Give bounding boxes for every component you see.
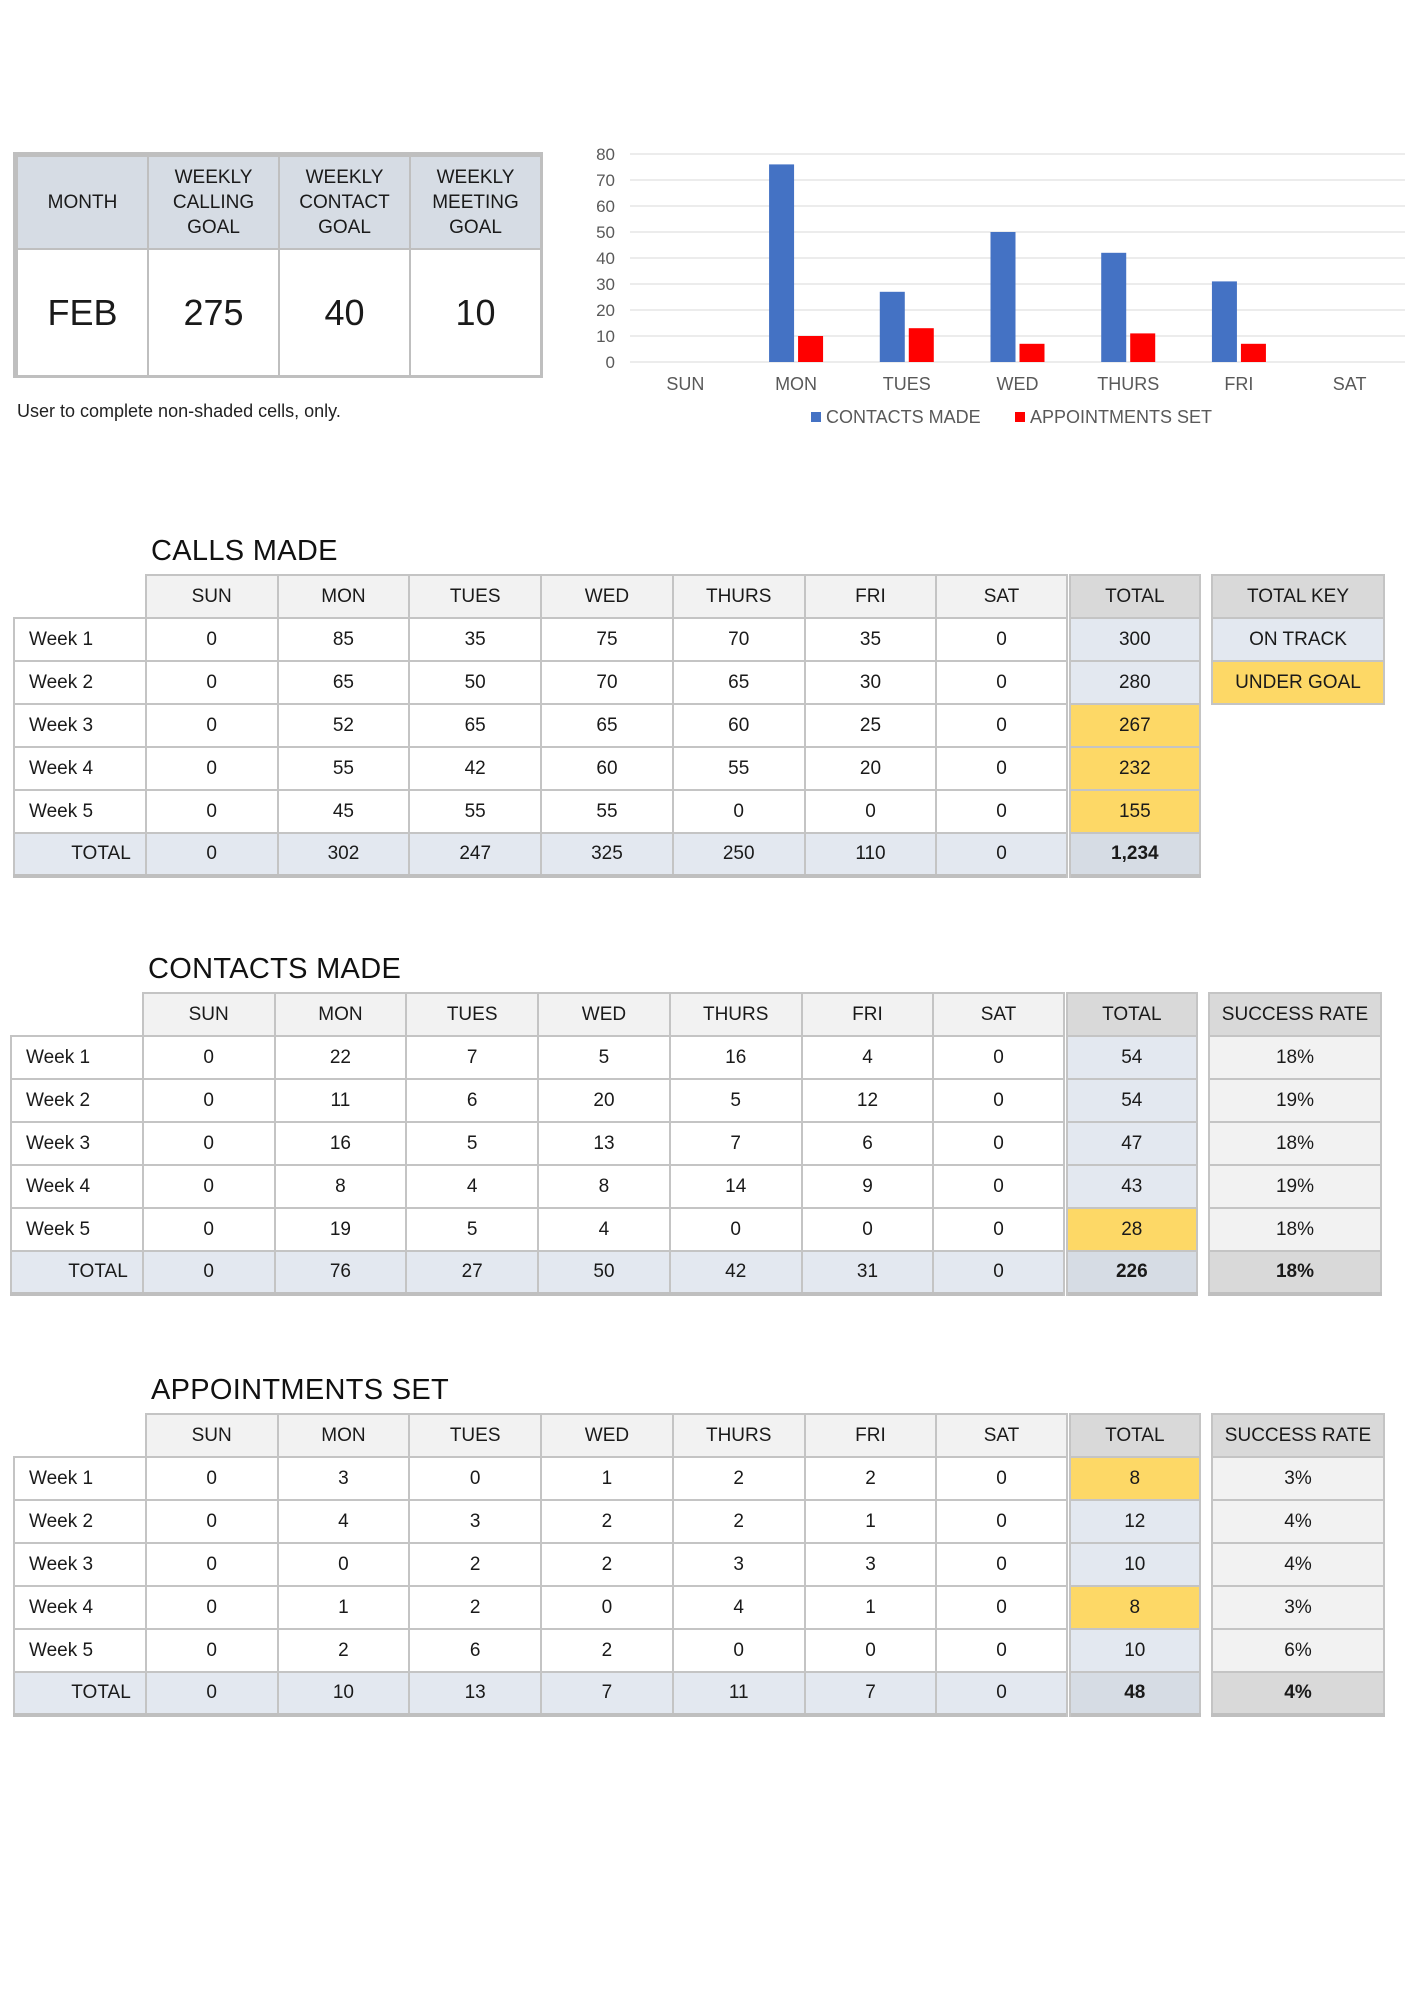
appointments-bar <box>1130 333 1155 362</box>
row-label: Week 3 <box>11 1122 143 1165</box>
data-cell[interactable]: 0 <box>936 1543 1068 1586</box>
table-row <box>14 704 1200 747</box>
total-key-table <box>1211 574 1385 705</box>
row-label: Week 3 <box>14 1543 146 1586</box>
table-row <box>14 1500 1200 1543</box>
goal-meeting-value[interactable]: 10 <box>410 249 541 376</box>
table-row <box>14 618 1200 661</box>
data-cell[interactable]: 4 <box>278 1500 410 1543</box>
data-cell[interactable]: 19 <box>275 1208 407 1251</box>
data-cell[interactable]: 70 <box>673 618 805 661</box>
row-total-cell: 267 <box>1068 704 1200 747</box>
data-cell[interactable]: 35 <box>805 618 937 661</box>
data-cell[interactable]: 4 <box>538 1208 670 1251</box>
data-cell[interactable]: 0 <box>673 1629 805 1672</box>
row-label: Week 4 <box>14 1586 146 1629</box>
appointments-bar <box>1241 344 1266 362</box>
data-cell[interactable]: 20 <box>805 747 937 790</box>
data-cell[interactable]: 0 <box>933 1165 1065 1208</box>
appointments-col-header: MON <box>278 1414 410 1457</box>
data-cell[interactable]: 0 <box>936 618 1068 661</box>
contacts-bar <box>769 164 794 362</box>
data-cell[interactable]: 30 <box>805 661 937 704</box>
row-total-cell: 155 <box>1068 790 1200 833</box>
total-row <box>14 1672 1200 1715</box>
contacts-col-header: THURS <box>670 993 802 1036</box>
calls-title: CALLS MADE <box>151 535 338 567</box>
goal-header-meeting: WEEKLY MEETING GOAL <box>410 156 541 249</box>
contacts-col-header: FRI <box>802 993 934 1036</box>
data-cell[interactable]: 0 <box>933 1079 1065 1122</box>
row-label: Week 2 <box>14 1500 146 1543</box>
row-label: Week 5 <box>14 790 146 833</box>
calls-col-header: MON <box>278 575 410 618</box>
success-rate-cell: 18% <box>1209 1208 1381 1251</box>
total-row-label: TOTAL <box>14 833 146 876</box>
column-total-cell: 0 <box>933 1251 1065 1294</box>
row-total-cell: 10 <box>1068 1543 1200 1586</box>
row-label: Week 1 <box>14 1457 146 1500</box>
success-rate-cell: 6% <box>1212 1629 1384 1672</box>
appointments-col-header: THURS <box>673 1414 805 1457</box>
success-rate-total-cell: 18% <box>1209 1251 1381 1294</box>
instruction-note: User to complete non-shaded cells, only. <box>17 401 341 421</box>
data-cell[interactable]: 0 <box>936 790 1068 833</box>
data-cell[interactable]: 14 <box>670 1165 802 1208</box>
appointments-col-header: WED <box>541 1414 673 1457</box>
row-total-cell: 47 <box>1065 1122 1197 1165</box>
data-cell[interactable]: 8 <box>538 1165 670 1208</box>
appointments-header-corner <box>14 1414 146 1457</box>
contacts-header-corner <box>11 993 143 1036</box>
contacts-col-header: TOTAL <box>1065 993 1197 1036</box>
data-cell[interactable]: 0 <box>409 1457 541 1500</box>
data-cell[interactable]: 12 <box>802 1079 934 1122</box>
x-tick-label: THURS <box>1097 374 1160 394</box>
data-cell[interactable]: 0 <box>936 1586 1068 1629</box>
chart-legend <box>811 407 1212 427</box>
data-cell[interactable]: 85 <box>278 618 410 661</box>
success-rate-cell: 4% <box>1212 1543 1384 1586</box>
calls-col-header: TOTAL <box>1068 575 1200 618</box>
data-cell[interactable]: 22 <box>275 1036 407 1079</box>
appointments-col-header: SUN <box>146 1414 278 1457</box>
data-cell[interactable]: 35 <box>409 618 541 661</box>
contacts-col-header: SAT <box>933 993 1065 1036</box>
contacts-title: CONTACTS MADE <box>148 953 402 985</box>
data-cell[interactable]: 50 <box>409 661 541 704</box>
column-total-cell: 0 <box>143 1251 275 1294</box>
success-rate-cell: 3% <box>1212 1586 1384 1629</box>
x-tick-label: TUES <box>882 374 931 394</box>
contacts-col-header: SUN <box>143 993 275 1036</box>
row-total-cell: 28 <box>1065 1208 1197 1251</box>
table-row <box>14 747 1200 790</box>
data-cell[interactable]: 0 <box>936 1457 1068 1500</box>
row-label: Week 1 <box>11 1036 143 1079</box>
success-rate-cell: 3% <box>1212 1457 1384 1500</box>
goal-table <box>13 152 543 378</box>
table-row <box>11 1122 1197 1165</box>
contacts-bar <box>1212 281 1237 362</box>
column-total-cell: 7 <box>541 1672 673 1715</box>
goal-header-month: MONTH <box>17 156 148 249</box>
success-rate-cell: 19% <box>1209 1079 1381 1122</box>
column-total-cell: 250 <box>673 833 805 876</box>
data-cell[interactable]: 16 <box>275 1122 407 1165</box>
data-cell[interactable]: 2 <box>673 1457 805 1500</box>
data-cell[interactable]: 1 <box>278 1586 410 1629</box>
calls-header-corner <box>14 575 146 618</box>
column-total-cell: 0 <box>936 1672 1068 1715</box>
y-tick-label: 20 <box>596 301 615 320</box>
appointments-table <box>13 1413 1201 1717</box>
y-tick-label: 10 <box>596 327 615 346</box>
calls-col-header: WED <box>541 575 673 618</box>
table-row <box>14 661 1200 704</box>
appointments-col-header: TUES <box>409 1414 541 1457</box>
data-cell[interactable]: 3 <box>409 1500 541 1543</box>
data-cell[interactable]: 65 <box>409 704 541 747</box>
data-cell[interactable]: 0 <box>143 1036 275 1079</box>
success-rate-cell: 4% <box>1212 1500 1384 1543</box>
legend-swatch <box>1015 412 1025 422</box>
x-tick-label: SAT <box>1332 374 1367 394</box>
data-cell[interactable]: 20 <box>538 1079 670 1122</box>
goal-calling-value[interactable]: 275 <box>148 249 279 376</box>
column-total-cell: 0 <box>936 833 1068 876</box>
data-cell[interactable]: 0 <box>673 790 805 833</box>
column-total-cell: 7 <box>805 1672 937 1715</box>
x-tick-label: FRI <box>1224 374 1254 394</box>
row-total-cell: 280 <box>1068 661 1200 704</box>
data-cell[interactable]: 55 <box>278 747 410 790</box>
data-cell[interactable]: 2 <box>278 1629 410 1672</box>
data-cell[interactable]: 2 <box>541 1500 673 1543</box>
data-cell[interactable]: 0 <box>146 1543 278 1586</box>
data-cell[interactable]: 0 <box>143 1208 275 1251</box>
x-tick-label: MON <box>775 374 818 394</box>
data-cell[interactable]: 0 <box>146 1500 278 1543</box>
column-total-cell: 50 <box>538 1251 670 1294</box>
column-total-cell: 31 <box>802 1251 934 1294</box>
data-cell[interactable]: 3 <box>673 1543 805 1586</box>
table-row <box>14 1457 1200 1500</box>
data-cell[interactable]: 0 <box>936 1500 1068 1543</box>
data-cell[interactable]: 6 <box>406 1079 538 1122</box>
data-cell[interactable]: 25 <box>805 704 937 747</box>
row-label: Week 4 <box>14 747 146 790</box>
data-cell[interactable]: 0 <box>805 1629 937 1672</box>
row-total-cell: 300 <box>1068 618 1200 661</box>
table-row <box>11 1036 1197 1079</box>
x-tick-label: WED <box>996 374 1039 394</box>
row-total-cell: 54 <box>1065 1079 1197 1122</box>
x-tick-label: SUN <box>666 374 705 394</box>
data-cell[interactable]: 4 <box>406 1165 538 1208</box>
appointments-success-rate-table <box>1211 1413 1385 1717</box>
appointments-bar <box>798 336 823 362</box>
data-cell[interactable]: 5 <box>406 1208 538 1251</box>
calls-col-header: FRI <box>805 575 937 618</box>
data-cell[interactable]: 4 <box>802 1036 934 1079</box>
row-total-cell: 54 <box>1065 1036 1197 1079</box>
row-label: Week 3 <box>14 704 146 747</box>
contacts-bar <box>880 292 905 362</box>
table-row <box>14 790 1200 833</box>
column-total-cell: 0 <box>146 1672 278 1715</box>
data-cell[interactable]: 0 <box>936 1629 1068 1672</box>
column-total-cell: 27 <box>406 1251 538 1294</box>
row-total-cell: 43 <box>1065 1165 1197 1208</box>
success-rate-cell: 18% <box>1209 1122 1381 1165</box>
column-total-cell: 11 <box>673 1672 805 1715</box>
data-cell[interactable]: 0 <box>146 1629 278 1672</box>
data-cell[interactable]: 0 <box>670 1208 802 1251</box>
appointments-col-header: FRI <box>805 1414 937 1457</box>
table-row <box>14 1543 1200 1586</box>
data-cell[interactable]: 5 <box>406 1122 538 1165</box>
data-cell[interactable]: 0 <box>933 1208 1065 1251</box>
y-tick-label: 40 <box>596 249 615 268</box>
row-label: Week 5 <box>11 1208 143 1251</box>
table-row <box>11 1208 1197 1251</box>
y-tick-label: 80 <box>596 145 615 164</box>
data-cell[interactable]: 0 <box>146 747 278 790</box>
goal-header-contact: WEEKLY CONTACT GOAL <box>279 156 410 249</box>
data-cell[interactable]: 5 <box>538 1036 670 1079</box>
row-total-cell: 232 <box>1068 747 1200 790</box>
legend-swatch <box>811 412 821 422</box>
data-cell[interactable]: 42 <box>409 747 541 790</box>
data-cell[interactable]: 2 <box>409 1543 541 1586</box>
row-total-cell: 8 <box>1068 1457 1200 1500</box>
total-row-label: TOTAL <box>11 1251 143 1294</box>
contacts-bar <box>991 232 1016 362</box>
data-cell[interactable]: 55 <box>673 747 805 790</box>
row-label: Week 5 <box>14 1629 146 1672</box>
column-total-cell: 42 <box>670 1251 802 1294</box>
data-cell[interactable]: 9 <box>802 1165 934 1208</box>
data-cell[interactable]: 4 <box>673 1586 805 1629</box>
data-cell[interactable]: 7 <box>406 1036 538 1079</box>
data-cell[interactable]: 6 <box>409 1629 541 1672</box>
row-total-cell: 8 <box>1068 1586 1200 1629</box>
contacts-col-header: MON <box>275 993 407 1036</box>
y-tick-label: 30 <box>596 275 615 294</box>
total-row-label: TOTAL <box>14 1672 146 1715</box>
data-cell[interactable]: 3 <box>805 1543 937 1586</box>
total-row <box>14 833 1200 876</box>
data-cell[interactable]: 3 <box>278 1457 410 1500</box>
data-cell[interactable]: 0 <box>936 661 1068 704</box>
contacts-success-rate-table <box>1208 992 1382 1296</box>
grand-total-cell: 226 <box>1065 1251 1197 1294</box>
contacts-success-rate-header: SUCCESS RATE <box>1209 993 1381 1036</box>
data-cell[interactable]: 8 <box>275 1165 407 1208</box>
data-cell[interactable]: 0 <box>143 1165 275 1208</box>
goal-month-value[interactable]: FEB <box>17 249 148 376</box>
key-under-goal: UNDER GOAL <box>1212 661 1384 704</box>
data-cell[interactable]: 0 <box>933 1036 1065 1079</box>
appointments-success-rate-header: SUCCESS RATE <box>1212 1414 1384 1457</box>
appointments-bar <box>1020 344 1045 362</box>
row-label: Week 1 <box>14 618 146 661</box>
appointments-col-header: TOTAL <box>1068 1414 1200 1457</box>
data-cell[interactable]: 52 <box>278 704 410 747</box>
data-cell[interactable]: 65 <box>278 661 410 704</box>
row-label: Week 2 <box>14 661 146 704</box>
data-cell[interactable]: 60 <box>673 704 805 747</box>
data-cell[interactable]: 13 <box>538 1122 670 1165</box>
table-row <box>11 1165 1197 1208</box>
data-cell[interactable]: 0 <box>143 1122 275 1165</box>
legend-label: APPOINTMENTS SET <box>1030 407 1213 427</box>
data-cell[interactable]: 7 <box>670 1122 802 1165</box>
grand-total-cell: 1,234 <box>1068 833 1200 876</box>
data-cell[interactable]: 2 <box>805 1457 937 1500</box>
data-cell[interactable]: 11 <box>275 1079 407 1122</box>
data-cell[interactable]: 0 <box>146 1457 278 1500</box>
data-cell[interactable]: 0 <box>541 1586 673 1629</box>
data-cell[interactable]: 0 <box>143 1079 275 1122</box>
calls-col-header: SUN <box>146 575 278 618</box>
total-key-title: TOTAL KEY <box>1212 575 1384 618</box>
y-tick-label: 60 <box>596 197 615 216</box>
data-cell[interactable]: 1 <box>805 1586 937 1629</box>
appointments-title: APPOINTMENTS SET <box>151 1374 450 1406</box>
column-total-cell: 13 <box>409 1672 541 1715</box>
data-cell[interactable]: 6 <box>802 1122 934 1165</box>
data-cell[interactable]: 0 <box>278 1543 410 1586</box>
data-cell[interactable]: 0 <box>146 1586 278 1629</box>
contacts-bar <box>1101 253 1126 362</box>
data-cell[interactable]: 45 <box>278 790 410 833</box>
table-row <box>14 1629 1200 1672</box>
success-rate-total-cell: 4% <box>1212 1672 1384 1715</box>
appointments-col-header: SAT <box>936 1414 1068 1457</box>
calls-col-header: SAT <box>936 575 1068 618</box>
y-tick-label: 50 <box>596 223 615 242</box>
data-cell[interactable]: 0 <box>936 747 1068 790</box>
row-label: Week 4 <box>11 1165 143 1208</box>
row-label: Week 2 <box>11 1079 143 1122</box>
data-cell[interactable]: 0 <box>146 661 278 704</box>
contacts-table <box>10 992 1198 1296</box>
data-cell[interactable]: 55 <box>409 790 541 833</box>
grand-total-cell: 48 <box>1068 1672 1200 1715</box>
data-cell[interactable]: 5 <box>670 1079 802 1122</box>
data-cell[interactable]: 0 <box>805 790 937 833</box>
contacts-col-header: WED <box>538 993 670 1036</box>
column-total-cell: 76 <box>275 1251 407 1294</box>
data-cell[interactable]: 75 <box>541 618 673 661</box>
goal-contact-value[interactable]: 40 <box>279 249 410 376</box>
y-tick-label: 70 <box>596 171 615 190</box>
table-row <box>14 1586 1200 1629</box>
data-cell[interactable]: 2 <box>673 1500 805 1543</box>
data-cell[interactable]: 65 <box>541 704 673 747</box>
data-cell[interactable]: 1 <box>541 1457 673 1500</box>
data-cell[interactable]: 0 <box>146 618 278 661</box>
data-cell[interactable]: 1 <box>805 1500 937 1543</box>
data-cell[interactable]: 0 <box>146 790 278 833</box>
total-row <box>11 1251 1197 1294</box>
calls-col-header: TUES <box>409 575 541 618</box>
row-total-cell: 10 <box>1068 1629 1200 1672</box>
column-total-cell: 110 <box>805 833 937 876</box>
contacts-col-header: TUES <box>406 993 538 1036</box>
data-cell[interactable]: 60 <box>541 747 673 790</box>
calls-table <box>13 574 1201 878</box>
goal-header-calling: WEEKLY CALLING GOAL <box>148 156 279 249</box>
data-cell[interactable]: 0 <box>933 1122 1065 1165</box>
data-cell[interactable]: 70 <box>541 661 673 704</box>
column-total-cell: 0 <box>146 833 278 876</box>
y-tick-label: 0 <box>605 353 615 372</box>
success-rate-cell: 18% <box>1209 1036 1381 1079</box>
data-cell[interactable]: 55 <box>541 790 673 833</box>
data-cell[interactable]: 0 <box>802 1208 934 1251</box>
weekly-chart <box>570 140 1414 450</box>
table-row <box>11 1079 1197 1122</box>
success-rate-cell: 19% <box>1209 1165 1381 1208</box>
data-cell[interactable]: 65 <box>673 661 805 704</box>
data-cell[interactable]: 2 <box>541 1543 673 1586</box>
calls-col-header: THURS <box>673 575 805 618</box>
row-total-cell: 12 <box>1068 1500 1200 1543</box>
data-cell[interactable]: 2 <box>409 1586 541 1629</box>
data-cell[interactable]: 0 <box>936 704 1068 747</box>
column-total-cell: 247 <box>409 833 541 876</box>
key-on-track: ON TRACK <box>1212 618 1384 661</box>
appointments-bar <box>909 328 934 362</box>
legend-label: CONTACTS MADE <box>826 407 981 427</box>
data-cell[interactable]: 2 <box>541 1629 673 1672</box>
column-total-cell: 302 <box>278 833 410 876</box>
data-cell[interactable]: 16 <box>670 1036 802 1079</box>
data-cell[interactable]: 0 <box>146 704 278 747</box>
column-total-cell: 325 <box>541 833 673 876</box>
column-total-cell: 10 <box>278 1672 410 1715</box>
